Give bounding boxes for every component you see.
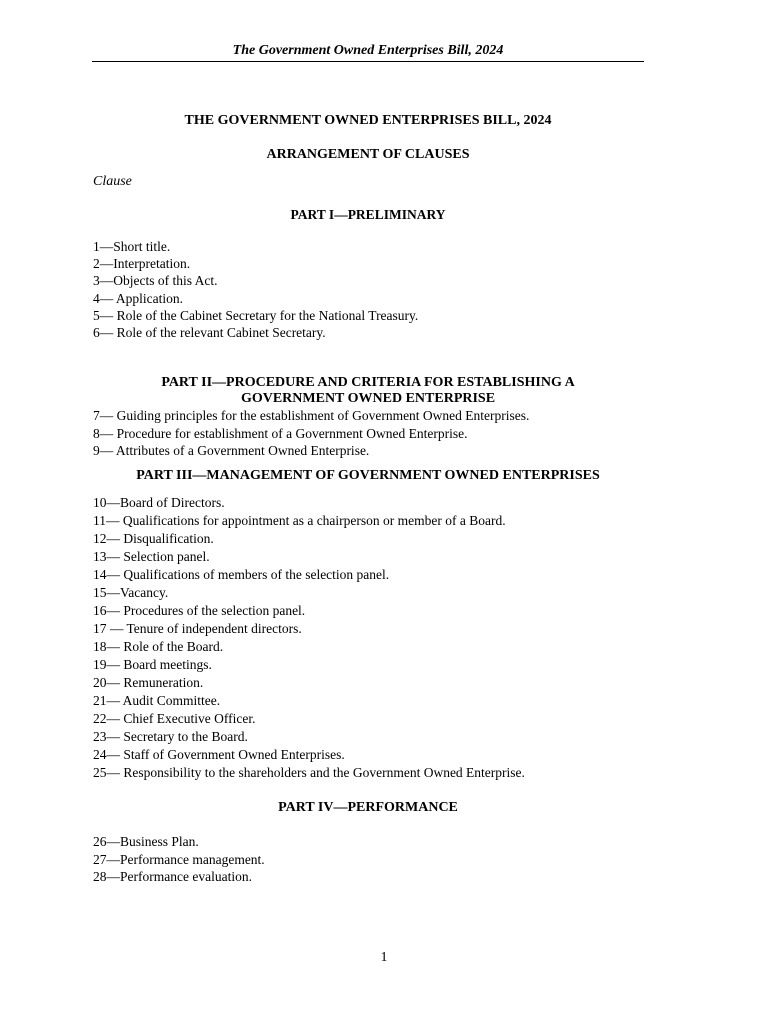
clause-item: 10—Board of Directors. [93,495,225,510]
part-i-heading: PART I—PRELIMINARY [290,207,446,222]
part-ii-heading-line-2: GOVERNMENT OWNED ENTERPRISE [240,391,496,406]
clause-item: 4— Application. [93,290,183,306]
clause-item: 20— Remuneration. [93,675,204,690]
clause-item: 25— Responsibility to the shareholders and the Government Owned Enterprise. [93,765,525,780]
clause-item: 15—Vacancy. [93,585,169,600]
clause-item: 3—Objects of this Act. [93,273,218,289]
clause-item: 27—Performance management. [93,851,265,867]
clause-item: 26—Business Plan. [93,834,199,849]
part-iii-clause-list [93,494,525,782]
clause-item: 18— Role of the Board. [93,639,224,654]
clause-item: 24— Staff of Government Owned Enterprises. [93,747,345,762]
clause-item: 22— Chief Executive Officer. [93,711,256,726]
part-iv-clause-list [93,833,265,886]
clause-item: 17 — Tenure of independent directors. [93,621,302,636]
part-i-clause-list [93,238,418,341]
clause-item: 8— Procedure for establishment of a Government Owned Enterprise. [93,425,468,441]
arrangement-heading: ARRANGEMENT OF CLAUSES [266,147,470,162]
clause-item: 12— Disqualification. [93,531,214,546]
page-number: 1 [380,950,388,965]
clause-item: 21— Audit Committee. [93,693,221,708]
clause-item: 9— Attributes of a Government Owned Enterprise. [93,443,370,458]
clause-item: 23— Secretary to the Board. [93,729,248,744]
clause-item: 7— Guiding principles for the establishment of Government Owned Enterprises. [93,408,530,423]
clause-item: 19— Board meetings. [93,657,212,672]
clause-item: 14— Qualifications of members of the selection panel. [93,567,390,582]
running-header: The Government Owned Enterprises Bill, 2024 [232,43,504,58]
part-ii-heading-line-1: PART II—PROCEDURE AND CRITERIA FOR ESTABLISHING A [161,375,575,390]
clause-item: 16— Procedures of the selection panel. [93,603,306,618]
part-iii-heading: PART III—MANAGEMENT OF GOVERNMENT OWNED ENTERPRISES [136,468,600,483]
clause-item: 6— Role of the relevant Cabinet Secretary. [93,325,326,341]
clause-item: 1—Short title. [93,239,171,254]
part-ii-clause-list [93,407,529,460]
header-divider [92,61,644,62]
clause-item: 28—Performance evaluation. [93,869,252,884]
clause-item: 2—Interpretation. [93,256,191,272]
part-iv-heading: PART IV—PERFORMANCE [278,800,458,815]
clause-item: 11— Qualifications for appointment as a chairperson or member of a Board. [93,513,506,528]
document-title: THE GOVERNMENT OWNED ENTERPRISES BILL, 2024 [184,113,552,128]
clause-item: 13— Selection panel. [93,549,210,564]
clause-label: Clause [93,174,132,189]
clause-item: 5— Role of the Cabinet Secretary for the National Treasury. [93,307,419,323]
